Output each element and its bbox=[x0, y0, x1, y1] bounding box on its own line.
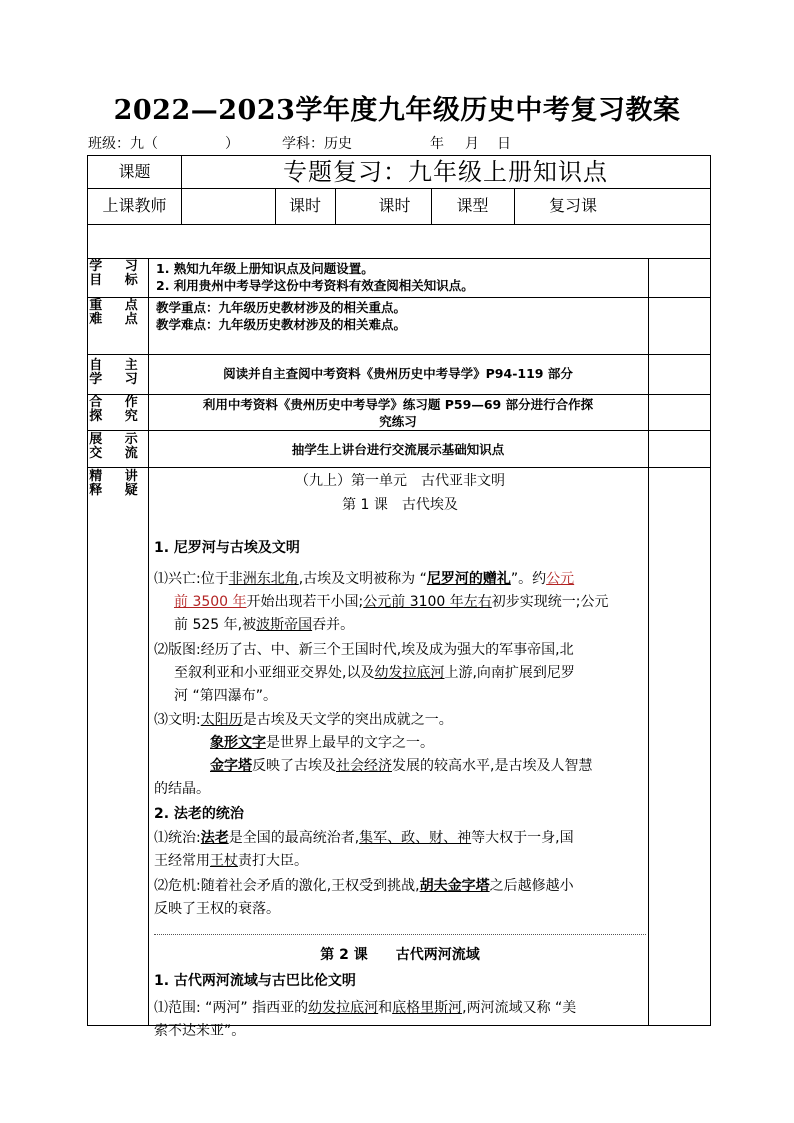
goals-line-2: 2. 利用贵州中考导学这份中考资料有效查阅相关知识点。 bbox=[156, 278, 474, 293]
section2-heading: 2. 法老的统治 bbox=[154, 806, 244, 822]
para-6: ⑴范围: “两河” 指西亚的幼发拉底河和底格里斯河,两河流域又称 “美 索不达米亚”。 bbox=[154, 1000, 577, 1039]
show-label-b: 交 流 bbox=[89, 446, 147, 461]
coop-line-1: 利用中考资料《贵州历史中考导学》练习题 P59—69 部分进行合作探 bbox=[202, 397, 594, 412]
date-day: 日 bbox=[497, 136, 511, 152]
coop-text bbox=[148, 396, 648, 430]
keys-text bbox=[156, 299, 646, 333]
period-label-1: 课时 bbox=[288, 196, 321, 215]
lesson1-title: 第 1 课 古代埃及 bbox=[342, 497, 458, 513]
period-label-2: 课时 bbox=[378, 196, 411, 215]
self-label-b: 学 习 bbox=[89, 372, 147, 387]
para-1: ⑴兴亡:位于非洲东北角,古埃及文明被称为 “尼罗河的赠礼”。约公元 前 3500 年开始出现若干小国;公元前 3100 年左右初步实现统一;公元 前 525 年,被波斯帝国吞并。 bbox=[154, 571, 609, 633]
self-label-a: 自 主 bbox=[89, 358, 147, 373]
type-value: 复习课 bbox=[548, 196, 597, 215]
goals-line-1: 1. 熟知九年级上册知识点及问题设置。 bbox=[156, 261, 374, 276]
document-title: 2022—2023学年度九年级历史中考复习教案 bbox=[113, 95, 681, 126]
class-close: ） bbox=[225, 136, 239, 152]
type-label: 课型 bbox=[456, 196, 489, 215]
coop-line-2: 究练习 bbox=[379, 414, 417, 429]
lesson-plan-table bbox=[87, 155, 711, 1039]
self-label bbox=[88, 359, 148, 387]
coop-label-a: 合 作 bbox=[89, 395, 147, 410]
lecture-label-b: 释 疑 bbox=[89, 483, 147, 498]
section3-heading: 1. 古代两河流域与古巴比伦文明 bbox=[154, 973, 356, 989]
goals-text bbox=[156, 260, 646, 294]
show-label bbox=[88, 433, 148, 461]
lecture-content bbox=[154, 467, 646, 1039]
keys-line-2: 教学难点：九年级历史教材涉及的相关难点。 bbox=[156, 317, 407, 332]
topic-label: 课题 bbox=[118, 162, 151, 181]
para-4: ⑴统治:法老是全国的最高统治者,集军、政、财、神等大权于一身,国 王经常用王杖责打大臣。 bbox=[154, 830, 574, 869]
keys-label-b: 难 点 bbox=[89, 312, 147, 327]
para-5: ⑵危机:随着社会矛盾的激化,王权受到挑战,胡夫金字塔之后越修越小 反映了王权的衰落。 bbox=[154, 878, 574, 917]
para-2: ⑵版图:经历了古、中、新三个王国时代,埃及成为强大的军事帝国,北 至叙利亚和小亚细亚交界处,以及幼发拉底河上游,向南扩展到尼罗 河 “第四瀑布”。 bbox=[154, 642, 575, 704]
lesson2-title: 第 2 课 古代两河流域 bbox=[320, 947, 480, 963]
goals-label-a: 学 习 bbox=[89, 259, 147, 274]
lecture-label bbox=[88, 470, 148, 498]
date-month: 月 bbox=[465, 136, 479, 152]
unit-title: （九上）第一单元 古代亚非文明 bbox=[295, 473, 505, 489]
topic-title: 专题复习：九年级上册知识点 bbox=[283, 158, 608, 186]
keys-label bbox=[88, 299, 148, 327]
lecture-label-a: 精 讲 bbox=[89, 469, 147, 484]
para-3: ⑶文明:太阳历是古埃及天文学的突出成就之一。 象形文字是世界上最早的文字之一。 金字塔反映了古埃及社会经济发展的较高水平,是古埃及人智慧 的结晶。 bbox=[154, 712, 593, 797]
show-label-a: 展 示 bbox=[89, 432, 147, 447]
keys-label-a: 重 点 bbox=[89, 298, 147, 313]
subject-label: 学科：历史 bbox=[282, 136, 352, 152]
coop-label-b: 探 究 bbox=[89, 409, 147, 424]
meta-line bbox=[88, 133, 708, 153]
date-year: 年 bbox=[430, 136, 444, 152]
teacher-label: 上课教师 bbox=[102, 196, 167, 215]
coop-label bbox=[88, 396, 148, 424]
goals-label bbox=[88, 260, 148, 288]
goals-label-b: 目 标 bbox=[89, 273, 147, 288]
keys-line-1: 教学重点：九年级历史教材涉及的相关重点。 bbox=[156, 300, 407, 315]
class-label: 班级：九（ bbox=[88, 136, 158, 152]
show-text: 抽学生上讲台进行交流展示基础知识点 bbox=[291, 442, 505, 457]
section1-heading: 1. 尼罗河与古埃及文明 bbox=[154, 540, 300, 556]
self-text: 阅读并自主查阅中考资料《贵州历史中考导学》P94-119 部分 bbox=[223, 366, 573, 381]
